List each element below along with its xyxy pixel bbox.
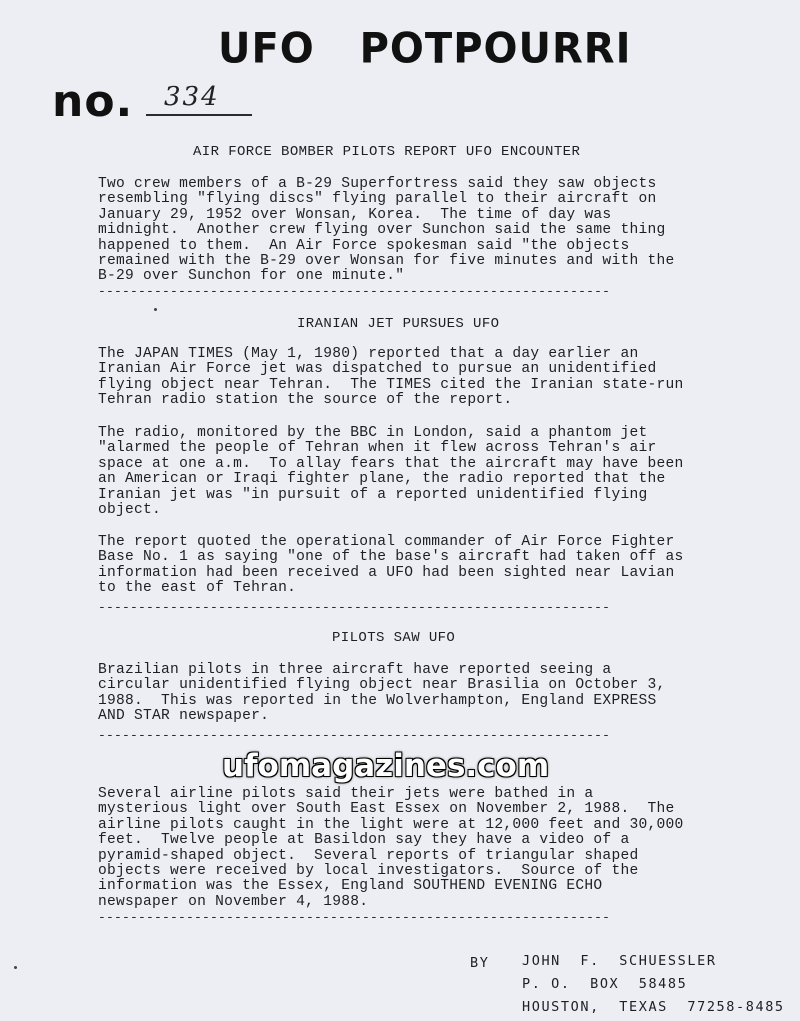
text-line: Iranian Air Force jet was dispatched to pursue an unidentified — [98, 361, 657, 378]
text-line: Iranian jet was "in pursuit of a reported unidentified flying — [98, 486, 648, 503]
text-line: "alarmed the people of Tehran when it flew across Tehran's air — [98, 440, 657, 457]
text-line: Several airline pilots said their jets were bathed in a — [98, 786, 594, 802]
text-line: Two crew members of a B-29 Superfortress said they saw objects — [98, 176, 657, 192]
text-line: 1988. This was reported in the Wolverhampton, England EXPRESS — [98, 692, 657, 709]
text-line: happened to them. An Air Force spokesman said "the objects — [98, 237, 630, 254]
text-line: resembling "flying discs" flying parallel to their aircraft on — [98, 191, 657, 208]
text-line: circular unidentified flying object near Brasilia on October 3, — [98, 677, 666, 694]
text-line: remained with the B-29 over Wonsan for five minutes and with the — [98, 253, 675, 270]
article-2-paragraph-3 — [98, 535, 718, 597]
text-line: objects were received by local investigators. Source of the — [98, 863, 639, 880]
byline-by: BY — [470, 955, 490, 971]
issue-number-handwritten: 334 — [164, 82, 220, 112]
author-po-box: P. O. BOX 58485 — [522, 976, 688, 992]
section-divider: ---------------------------------------------------------------- — [98, 728, 611, 743]
article-4-paragraph-1 — [98, 787, 718, 910]
text-line: object. — [98, 502, 162, 519]
article-3-paragraph-1 — [98, 663, 718, 725]
section-divider: ---------------------------------------------------------------- — [98, 600, 611, 615]
text-line: B-29 over Sunchon for one minute." — [98, 268, 405, 285]
section-divider: ---------------------------------------------------------------- — [98, 910, 611, 925]
text-line: Base No. 1 as saying "one of the base's aircraft had taken off as — [98, 549, 684, 566]
section-divider: ---------------------------------------------------------------- — [98, 284, 611, 299]
text-line: pyramid-shaped object. Several reports of triangular shaped — [98, 847, 639, 864]
text-line: information was the Essex, England SOUTHEND EVENING ECHO — [98, 878, 603, 895]
text-line: information had been received a UFO had been sighted near Lavian — [98, 564, 675, 581]
text-line: newspaper on November 4, 1988. — [98, 893, 369, 910]
article-2-heading: IRANIAN JET PURSUES UFO — [297, 316, 500, 332]
text-line: Tehran radio station the source of the report. — [98, 392, 513, 409]
text-line: space at one a.m. To allay fears that the aircraft may have been — [98, 455, 684, 472]
text-line: mysterious light over South East Essex on November 2, 1988. The — [98, 801, 675, 818]
author-name: JOHN F. SCHUESSLER — [522, 953, 717, 969]
issue-number-underline — [146, 114, 252, 116]
article-2-paragraph-1 — [98, 347, 718, 409]
text-line: Brazilian pilots in three aircraft have reported seeing a — [98, 662, 612, 678]
issue-number-label: no. — [52, 76, 134, 127]
paper-speck — [14, 966, 17, 969]
text-line: airline pilots caught in the light were at 12,000 feet and 30,000 — [98, 816, 684, 833]
author-city-zip: HOUSTON, TEXAS 77258-8485 — [522, 999, 785, 1015]
newsletter-title: UFO POTPOURRI — [218, 24, 632, 74]
text-line: to the east of Tehran. — [98, 580, 297, 597]
text-line: feet. Twelve people at Basildon say they have a video of a — [98, 832, 630, 849]
article-1-paragraph-1 — [98, 177, 718, 285]
text-line: The radio, monitored by the BBC in London, said a phantom jet — [98, 425, 648, 441]
text-line: The JAPAN TIMES (May 1, 1980) reported that a day earlier an — [98, 346, 639, 362]
paper-speck — [154, 308, 157, 311]
text-line: midnight. Another crew flying over Sunchon said the same thing — [98, 222, 666, 239]
text-line: AND STAR newspaper. — [98, 708, 270, 725]
site-watermark: ufomagazines.com — [222, 748, 550, 784]
article-1-heading: AIR FORCE BOMBER PILOTS REPORT UFO ENCOUNTER — [193, 144, 581, 160]
article-2-paragraph-2 — [98, 426, 718, 518]
article-3-heading: PILOTS SAW UFO — [332, 630, 456, 646]
text-line: flying object near Tehran. The TIMES cited the Iranian state-run — [98, 376, 684, 393]
text-line: January 29, 1952 over Wonsan, Korea. The time of day was — [98, 206, 612, 223]
text-line: The report quoted the operational commander of Air Force Fighter — [98, 534, 675, 550]
text-line: an American or Iraqi fighter plane, the radio reported that the — [98, 471, 666, 488]
